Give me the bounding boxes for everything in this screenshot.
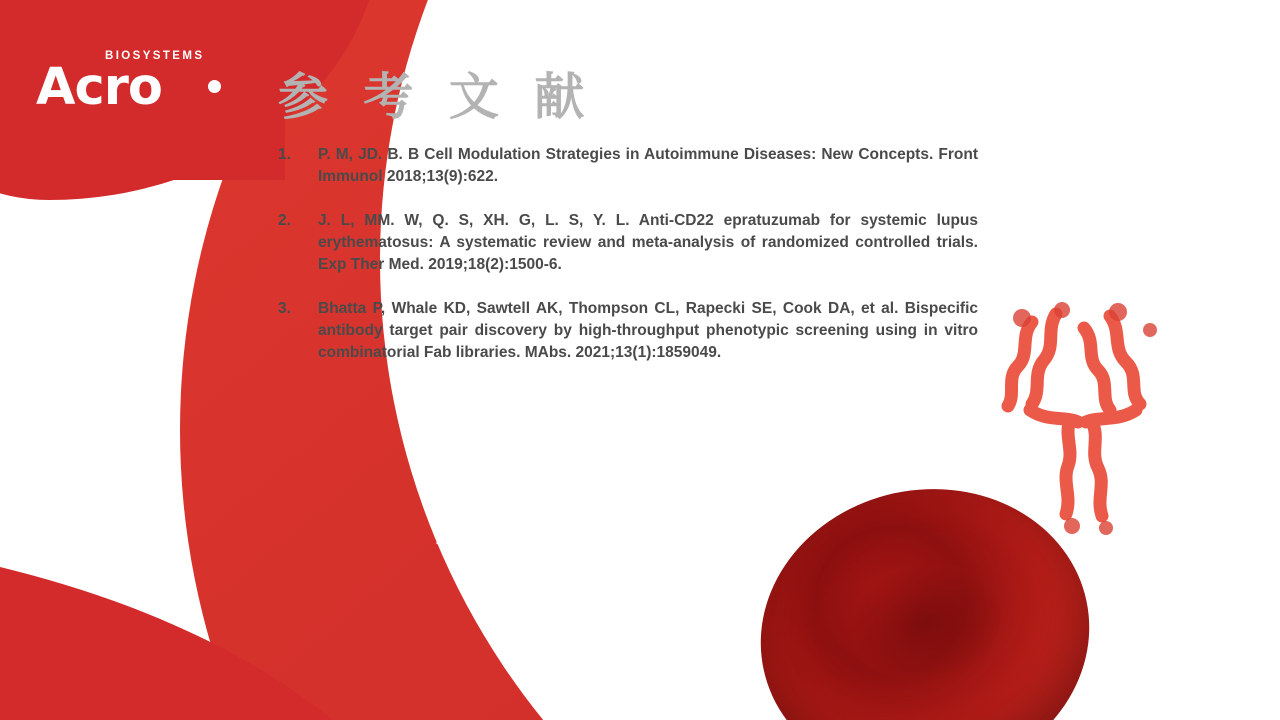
list-item: [278, 210, 978, 276]
brand-name: Acro: [36, 58, 162, 117]
list-item: [278, 298, 978, 364]
logo-dot-icon: [208, 80, 221, 93]
reference-text: P. M, JD. B. B Cell Modulation Strategies in Autoimmune Diseases: New Concepts. Front Immunol 2018;13(9):622.: [318, 146, 978, 185]
reference-number: 3.: [278, 300, 291, 317]
watermark: [1136, 651, 1246, 704]
list-item: [278, 144, 978, 188]
reference-text: J. L, MM. W, Q. S, XH. G, L. S, Y. L. Anti-CD22 epratuzumab for systemic lupus erythematosus: A systematic review and meta-analysis of randomized controlled trials. Exp Ther Med. 2019;18(2):1500-6.: [318, 212, 978, 273]
reference-number: 1.: [278, 146, 291, 163]
brand-tagline: BIOSYSTEMS: [105, 50, 205, 62]
red-blood-cell-dimple: [840, 550, 1013, 695]
reference-text: Bhatta P, Whale KD, Sawtell AK, Thompson CL, Rapecki SE, Cook DA, et al. Bispecific antibody target pair discovery by high-throughput phenotypic screening using in vitro combinatorial Fab libraries. MAbs. 2021;13(1):1859049.: [318, 300, 978, 361]
reference-number: 2.: [278, 212, 291, 229]
references-list: [278, 144, 978, 386]
page-title: 参 考 文 献: [278, 68, 594, 126]
brand-logo: [36, 50, 256, 120]
watermark-text: 百奥荣创生物科技: [1152, 693, 1229, 703]
seal-icon: [1173, 651, 1209, 687]
